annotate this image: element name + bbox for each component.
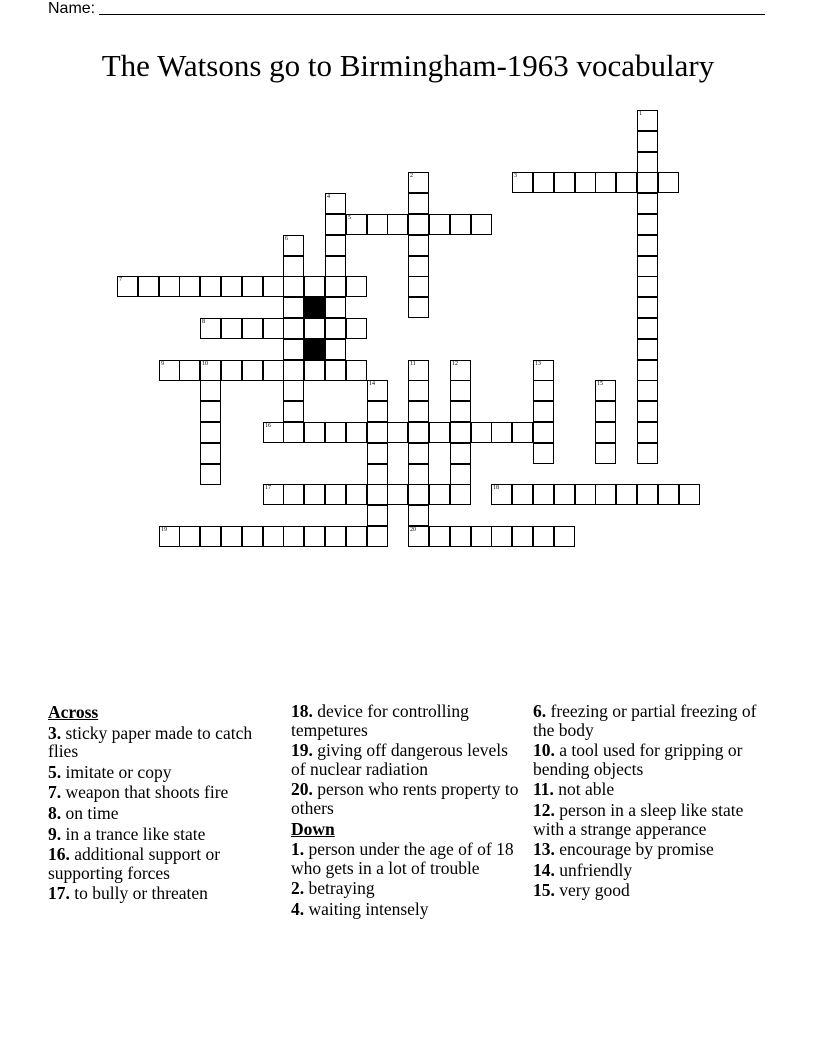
clue-number: 17. — [48, 883, 70, 904]
grid-cell[interactable] — [367, 505, 388, 526]
grid-cell[interactable] — [408, 464, 429, 485]
grid-cell[interactable] — [283, 401, 304, 422]
clue-text: person under the age of of 18 who gets in a lot of trouble — [291, 839, 514, 878]
clue-item — [48, 845, 278, 882]
page-title: The Watsons go to Birmingham-1963 vocabulary — [101, 48, 715, 83]
grid-cell[interactable] — [533, 380, 554, 401]
clue-item — [48, 825, 278, 844]
grid-cell[interactable] — [304, 276, 325, 297]
grid-cell[interactable] — [325, 422, 346, 443]
grid-cell[interactable] — [304, 484, 325, 505]
grid-cell[interactable] — [221, 318, 242, 339]
grid-cell[interactable] — [408, 526, 429, 547]
grid-cell[interactable] — [616, 484, 637, 505]
grid-cell[interactable] — [283, 235, 304, 256]
grid-cell[interactable] — [221, 276, 242, 297]
grid-cell[interactable] — [429, 484, 450, 505]
grid-cell[interactable] — [304, 422, 325, 443]
grid-cell[interactable] — [408, 235, 429, 256]
clue-text: freezing or partial freezing of the body — [533, 701, 757, 740]
grid-cell[interactable] — [263, 484, 284, 505]
cell-number: 12 — [452, 361, 458, 367]
grid-cell[interactable] — [637, 484, 658, 505]
grid-cell[interactable] — [408, 505, 429, 526]
across-heading: Across — [48, 702, 99, 722]
clue-column-1 — [48, 702, 278, 905]
grid-cell[interactable] — [575, 484, 596, 505]
grid-cell[interactable] — [367, 526, 388, 547]
cell-number: 13 — [535, 361, 541, 367]
clue-number: 16. — [48, 844, 70, 865]
grid-cell[interactable] — [346, 360, 367, 381]
clue-item — [48, 724, 278, 761]
grid-cell[interactable] — [221, 360, 242, 381]
grid-cell[interactable] — [325, 526, 346, 547]
clue-number: 6. — [533, 701, 547, 721]
clue-text: weapon that shoots fire — [61, 782, 229, 803]
grid-cell[interactable] — [325, 193, 346, 214]
grid-cell[interactable] — [304, 360, 325, 381]
grid-cell[interactable] — [512, 526, 533, 547]
clue-text: on time — [61, 802, 119, 823]
shaded-cell — [304, 297, 325, 318]
grid-cell[interactable] — [325, 276, 346, 297]
grid-cell[interactable] — [387, 484, 408, 505]
grid-cell[interactable] — [408, 422, 429, 443]
cell-number: 18 — [493, 485, 499, 491]
clue-item — [291, 741, 523, 778]
grid-cell[interactable] — [387, 214, 408, 235]
clue-text: betraying — [304, 878, 375, 899]
grid-cell[interactable] — [637, 110, 658, 131]
cell-number: 8 — [202, 319, 205, 325]
grid-cell[interactable] — [367, 443, 388, 464]
grid-cell[interactable] — [450, 401, 471, 422]
grid-cell[interactable] — [512, 484, 533, 505]
grid-cell[interactable] — [346, 526, 367, 547]
grid-cell[interactable] — [491, 484, 512, 505]
grid-cell[interactable] — [325, 297, 346, 318]
grid-cell[interactable] — [367, 214, 388, 235]
clue-item — [291, 840, 523, 877]
grid-cell[interactable] — [346, 318, 367, 339]
grid-cell[interactable] — [637, 256, 658, 277]
clue-number: 15. — [533, 880, 555, 901]
shaded-cell — [304, 339, 325, 360]
grid-cell[interactable] — [159, 360, 180, 381]
cell-number: 7 — [119, 277, 122, 283]
clue-item — [48, 783, 278, 802]
clue-item — [533, 861, 773, 880]
grid-cell[interactable] — [179, 276, 200, 297]
clue-item — [533, 840, 773, 859]
grid-cell[interactable] — [408, 214, 429, 235]
grid-cell[interactable] — [221, 526, 242, 547]
grid-cell[interactable] — [533, 172, 554, 193]
grid-cell[interactable] — [450, 443, 471, 464]
clue-number: 13. — [533, 839, 555, 860]
grid-cell[interactable] — [242, 276, 263, 297]
grid-cell[interactable] — [283, 484, 304, 505]
grid-cell[interactable] — [283, 276, 304, 297]
cell-number: 10 — [202, 361, 208, 367]
grid-cell[interactable] — [471, 214, 492, 235]
grid-cell[interactable] — [283, 526, 304, 547]
grid-cell[interactable] — [117, 276, 138, 297]
grid-cell[interactable] — [533, 422, 554, 443]
grid-cell[interactable] — [346, 422, 367, 443]
clue-item — [533, 702, 773, 739]
grid-cell[interactable] — [179, 526, 200, 547]
name-label: Name: — [48, 0, 96, 17]
clue-item — [291, 879, 523, 898]
grid-cell[interactable] — [533, 401, 554, 422]
cell-number: 19 — [161, 527, 167, 533]
grid-cell[interactable] — [637, 380, 658, 401]
grid-cell[interactable] — [512, 172, 533, 193]
grid-cell[interactable] — [263, 360, 284, 381]
grid-cell[interactable] — [283, 318, 304, 339]
grid-cell[interactable] — [595, 172, 616, 193]
grid-cell[interactable] — [325, 339, 346, 360]
clue-number: 18. — [291, 701, 313, 721]
grid-cell[interactable] — [200, 380, 221, 401]
cell-number: 15 — [597, 381, 603, 387]
grid-cell[interactable] — [533, 443, 554, 464]
grid-cell[interactable] — [325, 318, 346, 339]
grid-cell[interactable] — [637, 360, 658, 381]
grid-cell[interactable] — [595, 401, 616, 422]
grid-cell[interactable] — [325, 214, 346, 235]
grid-cell[interactable] — [387, 422, 408, 443]
grid-cell[interactable] — [450, 526, 471, 547]
grid-cell[interactable] — [637, 443, 658, 464]
grid-cell[interactable] — [471, 526, 492, 547]
grid-cell[interactable] — [554, 172, 575, 193]
clue-item — [291, 900, 523, 919]
grid-cell[interactable] — [283, 297, 304, 318]
grid-cell[interactable] — [450, 484, 471, 505]
grid-cell[interactable] — [408, 193, 429, 214]
grid-cell[interactable] — [450, 360, 471, 381]
clue-number: 5. — [48, 761, 62, 782]
grid-cell[interactable] — [346, 276, 367, 297]
grid-cell[interactable] — [242, 318, 263, 339]
clue-text: very good — [554, 880, 630, 901]
clue-column-3 — [533, 702, 773, 902]
grid-cell[interactable] — [450, 214, 471, 235]
clue-text: additional support or supporting forces — [48, 844, 221, 883]
clue-item — [533, 780, 773, 799]
grid-cell[interactable] — [491, 526, 512, 547]
cell-number: 14 — [369, 381, 375, 387]
grid-cell[interactable] — [179, 360, 200, 381]
clue-number: 8. — [48, 802, 62, 823]
grid-cell[interactable] — [450, 464, 471, 485]
grid-cell[interactable] — [325, 360, 346, 381]
grid-cell[interactable] — [325, 484, 346, 505]
clue-number: 3. — [48, 722, 62, 743]
clue-item — [291, 780, 523, 817]
clue-number: 11. — [533, 779, 554, 800]
grid-cell[interactable] — [575, 172, 596, 193]
grid-cell[interactable] — [283, 256, 304, 277]
clue-item — [291, 702, 523, 739]
grid-cell[interactable] — [595, 443, 616, 464]
cell-number: 1 — [639, 111, 642, 117]
grid-cell[interactable] — [304, 318, 325, 339]
grid-cell[interactable] — [429, 214, 450, 235]
grid-cell[interactable] — [595, 380, 616, 401]
grid-cell[interactable] — [367, 422, 388, 443]
grid-cell[interactable] — [637, 318, 658, 339]
clue-number: 7. — [48, 782, 62, 803]
grid-cell[interactable] — [408, 297, 429, 318]
cell-number: 2 — [410, 173, 413, 179]
clue-column-2 — [291, 702, 523, 921]
clue-text: person in a sleep like state with a strange apperance — [533, 799, 744, 839]
grid-cell[interactable] — [263, 276, 284, 297]
grid-cell[interactable] — [408, 172, 429, 193]
grid-cell[interactable] — [595, 422, 616, 443]
cell-number: 17 — [265, 485, 271, 491]
grid-cell[interactable] — [533, 526, 554, 547]
grid-cell[interactable] — [200, 318, 221, 339]
cell-number: 4 — [327, 194, 330, 200]
grid-cell[interactable] — [138, 276, 159, 297]
clue-item — [48, 884, 278, 903]
grid-cell[interactable] — [200, 443, 221, 464]
grid-cell[interactable] — [200, 526, 221, 547]
clue-text: in a trance like state — [61, 823, 206, 844]
grid-cell[interactable] — [679, 484, 700, 505]
clue-number: 14. — [533, 859, 555, 880]
clue-item — [48, 804, 278, 823]
clue-text: device for controlling tempetures — [291, 701, 469, 740]
grid-cell[interactable] — [408, 256, 429, 277]
grid-cell[interactable] — [554, 484, 575, 505]
grid-cell[interactable] — [200, 276, 221, 297]
grid-cell[interactable] — [283, 360, 304, 381]
grid-cell[interactable] — [450, 422, 471, 443]
clue-number: 20. — [291, 779, 313, 800]
grid-cell[interactable] — [408, 484, 429, 505]
grid-cell[interactable] — [242, 360, 263, 381]
cell-number: 20 — [410, 527, 416, 533]
grid-cell[interactable] — [512, 422, 533, 443]
grid-cell[interactable] — [242, 526, 263, 547]
clue-text: person who rents property to others — [291, 779, 519, 818]
grid-cell[interactable] — [283, 422, 304, 443]
cell-number: 9 — [161, 361, 164, 367]
grid-cell[interactable] — [658, 484, 679, 505]
grid-cell[interactable] — [367, 484, 388, 505]
grid-cell[interactable] — [200, 422, 221, 443]
grid-cell[interactable] — [637, 172, 658, 193]
grid-cell[interactable] — [533, 360, 554, 381]
clue-text: unfriendly — [554, 859, 633, 880]
clue-item — [48, 763, 278, 782]
clue-text: giving off dangerous levels of nuclear radiation — [291, 740, 508, 779]
grid-cell[interactable] — [408, 276, 429, 297]
grid-cell[interactable] — [450, 380, 471, 401]
clue-item — [533, 801, 773, 838]
clue-text: sticky paper made to catch flies — [48, 722, 253, 762]
grid-cell[interactable] — [533, 484, 554, 505]
grid-cell[interactable] — [491, 422, 512, 443]
grid-cell[interactable] — [554, 526, 575, 547]
clue-number: 2. — [291, 878, 305, 899]
clue-item — [533, 881, 773, 900]
grid-cell[interactable] — [325, 256, 346, 277]
grid-cell[interactable] — [637, 131, 658, 152]
grid-cell[interactable] — [367, 401, 388, 422]
grid-cell[interactable] — [429, 422, 450, 443]
grid-cell[interactable] — [471, 422, 492, 443]
grid-cell[interactable] — [637, 339, 658, 360]
clue-text: not able — [553, 779, 615, 800]
grid-cell[interactable] — [637, 214, 658, 235]
cell-number: 11 — [410, 361, 416, 367]
grid-cell[interactable] — [408, 401, 429, 422]
clue-number: 1. — [291, 839, 305, 860]
grid-cell[interactable] — [200, 464, 221, 485]
grid-cell[interactable] — [637, 235, 658, 256]
grid-cell[interactable] — [408, 443, 429, 464]
grid-cell[interactable] — [263, 422, 284, 443]
grid-cell[interactable] — [346, 484, 367, 505]
cell-number: 3 — [514, 173, 517, 179]
grid-cell[interactable] — [616, 172, 637, 193]
clue-text: waiting intensely — [304, 898, 429, 919]
grid-cell[interactable] — [159, 526, 180, 547]
clue-number: 12. — [533, 799, 555, 820]
clue-text: encourage by promise — [554, 839, 714, 860]
grid-cell[interactable] — [595, 484, 616, 505]
grid-cell[interactable] — [658, 172, 679, 193]
clue-number: 4. — [291, 898, 305, 919]
grid-cell[interactable] — [346, 214, 367, 235]
clue-number: 10. — [533, 740, 555, 761]
grid-cell[interactable] — [200, 401, 221, 422]
clue-text: to bully or threaten — [69, 883, 208, 904]
grid-cell[interactable] — [637, 297, 658, 318]
grid-cell[interactable] — [408, 360, 429, 381]
clue-number: 9. — [48, 823, 62, 844]
grid-cell[interactable] — [283, 339, 304, 360]
grid-cell[interactable] — [637, 276, 658, 297]
grid-cell[interactable] — [325, 235, 346, 256]
grid-cell[interactable] — [304, 526, 325, 547]
clue-number: 19. — [291, 740, 313, 761]
grid-cell[interactable] — [159, 276, 180, 297]
grid-cell[interactable] — [429, 526, 450, 547]
clue-text: imitate or copy — [61, 761, 172, 782]
cell-number: 16 — [265, 423, 271, 429]
grid-cell[interactable] — [283, 380, 304, 401]
grid-cell[interactable] — [637, 401, 658, 422]
down-heading: Down — [291, 818, 335, 839]
clue-text: a tool used for gripping or bending objects — [533, 740, 743, 779]
grid-cell[interactable] — [637, 193, 658, 214]
grid-cell[interactable] — [637, 422, 658, 443]
clue-item — [533, 741, 773, 778]
grid-cell[interactable] — [263, 318, 284, 339]
cell-number: 6 — [285, 236, 288, 242]
grid-cell[interactable] — [367, 464, 388, 485]
grid-cell[interactable] — [200, 360, 221, 381]
grid-cell[interactable] — [408, 380, 429, 401]
grid-cell[interactable] — [263, 526, 284, 547]
grid-cell[interactable] — [367, 380, 388, 401]
grid-cell[interactable] — [637, 152, 658, 173]
cell-number: 5 — [348, 215, 351, 221]
